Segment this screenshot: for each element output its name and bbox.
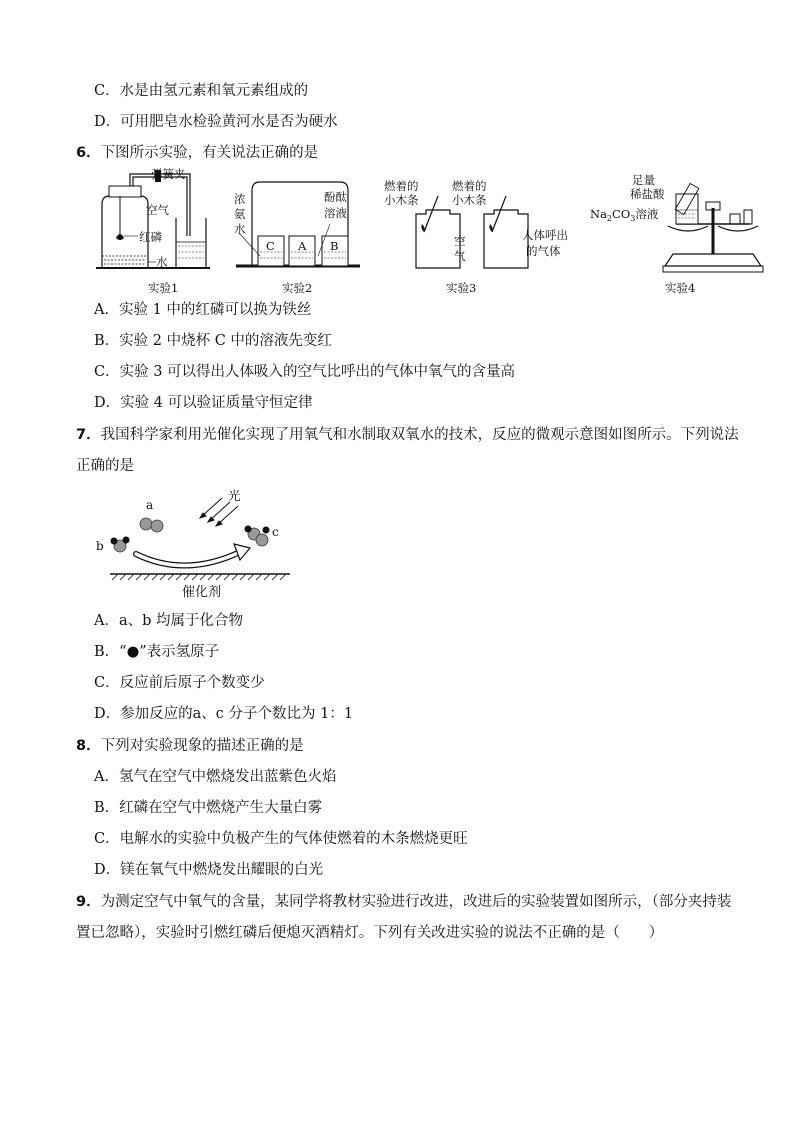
q6-option-b: B．实验 2 中烧杯 C 中的溶液先变红 — [94, 333, 332, 349]
question-stem: 我国科学家利用光催化实现了用氧气和水制取双氧水的技术，反应的微观示意图如图所示。下列说法 — [100, 427, 739, 443]
label-phenolphthalein: 酚酞 — [324, 190, 347, 204]
label-molecule-c: c — [272, 525, 279, 539]
label-burning-stick-2: 燃着的 — [452, 179, 487, 193]
q8-option-a: A．氢气在空气中燃烧发出蓝紫色火焰 — [94, 769, 337, 785]
experiment-1 — [96, 167, 210, 295]
hydrogen-atom — [111, 538, 118, 545]
caption-experiment-2: 实验2 — [282, 281, 313, 295]
svg-text:小木条: 小木条 — [452, 193, 487, 207]
q8-option-b: B．红磷在空气中燃烧产生大量白雾 — [94, 800, 323, 816]
label-exhaled-gas: 人体呼出 — [522, 228, 568, 242]
svg-text:的气体: 的气体 — [526, 244, 561, 258]
question-stem: 下列对实验现象的描述正确的是 — [100, 738, 304, 754]
label-air: 空 — [454, 234, 466, 248]
question-number: 7． — [76, 427, 101, 443]
label-catalyst: 催化剂 — [182, 585, 222, 600]
label-dilute-hcl: 足量 — [632, 173, 655, 187]
q7-option-a: A．a、b 均属于化合物 — [94, 613, 244, 629]
oxygen-atom — [140, 518, 152, 530]
label-spring-clip: 弹簧夹 — [151, 167, 186, 181]
q6-experiment-figure — [90, 166, 790, 300]
svg-text:气: 气 — [454, 249, 466, 263]
experiment-4 — [590, 173, 763, 295]
q7-micro-diagram — [90, 484, 310, 604]
question-number: 8． — [76, 738, 101, 754]
q6-option-d: D．实验 4 可以验证质量守恒定律 — [94, 395, 313, 411]
label-na2co3-solution: $Na_2CO_3$溶液 — [590, 207, 659, 223]
q6-option-a: A．实验 1 中的红磷可以换为铁丝 — [94, 302, 312, 318]
caption-experiment-3: 实验3 — [446, 281, 477, 295]
q6-option-c: C．实验 3 可以得出人体吸入的空气比呼出的气体中氧气的含量高 — [94, 364, 516, 380]
q7-option-c: C．反应前后原子个数变少 — [94, 675, 265, 691]
experiment-2 — [234, 182, 360, 295]
label-molecule-b: b — [96, 539, 104, 553]
question-9 — [76, 892, 731, 912]
label-beaker-a: A — [298, 239, 307, 253]
q7-option-b: B．“●”表示氢原子 — [94, 644, 220, 660]
oxygen-atom — [151, 520, 163, 532]
label-beaker-b: B — [330, 239, 339, 253]
label-molecule-a: a — [146, 498, 154, 512]
svg-text:溶液: 溶液 — [324, 206, 347, 220]
caption-experiment-1: 实验1 — [148, 281, 179, 295]
svg-text:氨: 氨 — [234, 207, 246, 221]
question-number: 9． — [76, 894, 101, 910]
svg-text:水: 水 — [234, 222, 246, 236]
question-9-stem-cont: 置已忽略），实验时引燃红磷后便熄灭酒精灯。下列有关改进实验的说法不正确的是（ ） — [76, 925, 664, 941]
prev-option-d: D．可用肥皂水检验黄河水是否为硬水 — [94, 114, 338, 130]
label-ammonia: 浓 — [234, 192, 246, 206]
q7-option-d: D．参加反应的a、c 分子个数比为 1：1 — [94, 706, 354, 722]
svg-text:小木条: 小木条 — [384, 193, 419, 207]
q8-option-d: D．镁在氧气中燃烧发出耀眼的白光 — [94, 862, 324, 878]
svg-text:稀盐酸: 稀盐酸 — [630, 187, 665, 201]
question-stem: 为测定空气中氧气的含量，某同学将教材实验进行改进，改进后的实验装置如图所示，（部分夹持装 — [100, 894, 732, 910]
label-light: 光 — [228, 488, 241, 503]
label-beaker-c: C — [266, 239, 275, 253]
q8-option-c: C．电解水的实验中负极产生的气体使燃着的木条燃烧更旺 — [94, 831, 468, 847]
label-red-phosphorus: 红磷 — [139, 230, 162, 244]
question-7 — [76, 425, 739, 445]
label-air: 空气 — [146, 203, 169, 217]
question-6 — [76, 143, 318, 163]
prev-option-c: C．水是由氢元素和氧元素组成的 — [94, 83, 309, 99]
hydrogen-atom — [123, 537, 130, 544]
question-8 — [76, 736, 304, 756]
question-number: 6． — [76, 145, 101, 161]
experiment-3 — [384, 179, 568, 295]
question-7-stem-cont: 正确的是 — [76, 458, 134, 474]
label-water: 水 — [156, 255, 168, 269]
label-burning-stick-1: 燃着的 — [384, 179, 419, 193]
question-stem: 下图所示实验，有关说法正确的是 — [100, 145, 319, 161]
caption-experiment-4: 实验4 — [665, 281, 696, 295]
